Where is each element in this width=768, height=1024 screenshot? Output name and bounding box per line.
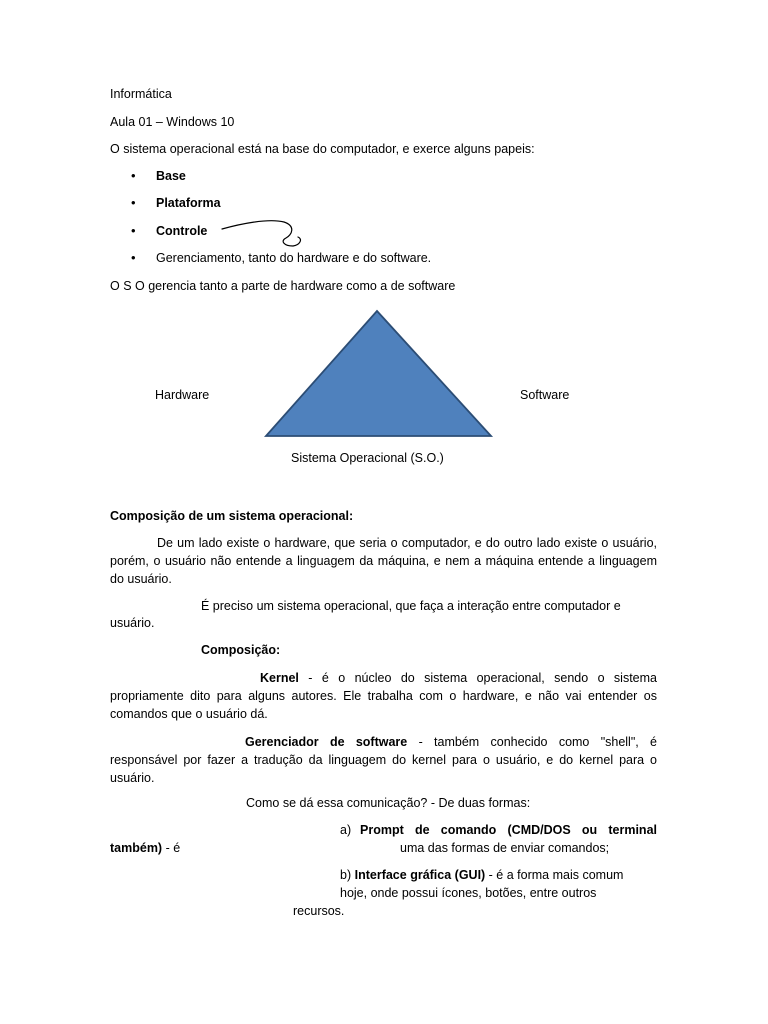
composition-heading: Composição de um sistema operacional:: [110, 509, 354, 523]
bullet-icon: •: [131, 168, 136, 183]
paragraph-os-interaction-b: usuário.: [110, 616, 155, 630]
item-a-continuation: [110, 840, 180, 857]
kernel-description: - é o núcleo do sistema operacional, sendo o sistema propriamente dito para alguns autores. Ele trabalha com o hardware, e não vai entender os comandos que o usuário dá.: [110, 671, 657, 721]
item-b-description-1: - é a forma mais comum: [485, 868, 624, 882]
item-a-term: Prompt de comando (CMD/DOS ou terminal: [360, 823, 657, 837]
list-item: Controle: [156, 224, 208, 238]
paragraph-hardware-user: De um lado existe o hardware, que seria o computador, e do outro lado existe o usuário, porém, o usuário não entende a linguagem da máquina, e nem a máquina entende a linguagem do usuário.: [110, 536, 657, 586]
software-label: Software: [520, 388, 570, 402]
intro-paragraph: O sistema operacional está na base do computador, e exerce alguns papeis:: [110, 142, 535, 156]
bullet-icon: •: [131, 223, 136, 238]
item-b-line1: [340, 867, 623, 884]
kernel-paragraph: [110, 669, 657, 723]
item-a-dash: - é: [162, 841, 181, 855]
list-item: Base: [156, 169, 186, 183]
software-manager-description: - também conhecido como "shell", é responsável por fazer a tradução da linguagem do kernel para o usuário, e do kernel para o usuário.: [110, 735, 658, 785]
hardware-label: Hardware: [155, 388, 210, 402]
item-b-description-3: recursos.: [293, 904, 345, 918]
software-manager-term: Gerenciador de software: [245, 735, 408, 749]
document-subject: Informática: [110, 87, 172, 101]
so-manages-line: O S O gerencia tanto a parte de hardware como a de software: [110, 279, 456, 293]
item-b-description-2: hoje, onde possui ícones, botões, entre outros: [340, 886, 597, 900]
software-manager-paragraph: [110, 733, 657, 787]
item-b-prefix: b): [340, 868, 352, 882]
item-b-term: Interface gráfica (GUI): [354, 868, 486, 882]
item-a-description: uma das formas de enviar comandos;: [400, 841, 610, 855]
paragraph-os-interaction-a: É preciso um sistema operacional, que faça a interação entre computador e: [201, 599, 621, 613]
composition-subheading: Composição:: [201, 643, 281, 657]
item-a-term-end: também): [110, 841, 163, 855]
list-item: Plataforma: [156, 196, 221, 210]
triangle-shape: [266, 311, 491, 436]
bullet-icon: •: [131, 250, 136, 265]
bullet-icon: •: [131, 195, 136, 210]
lesson-title: Aula 01 – Windows 10: [110, 115, 235, 129]
os-label: Sistema Operacional (S.O.): [291, 451, 444, 465]
kernel-term: Kernel: [260, 671, 299, 685]
communication-question: Como se dá essa comunicação? - De duas formas:: [246, 796, 531, 810]
list-item: Gerenciamento, tanto do hardware e do software.: [156, 251, 432, 265]
item-a-prefix: a): [340, 823, 352, 837]
